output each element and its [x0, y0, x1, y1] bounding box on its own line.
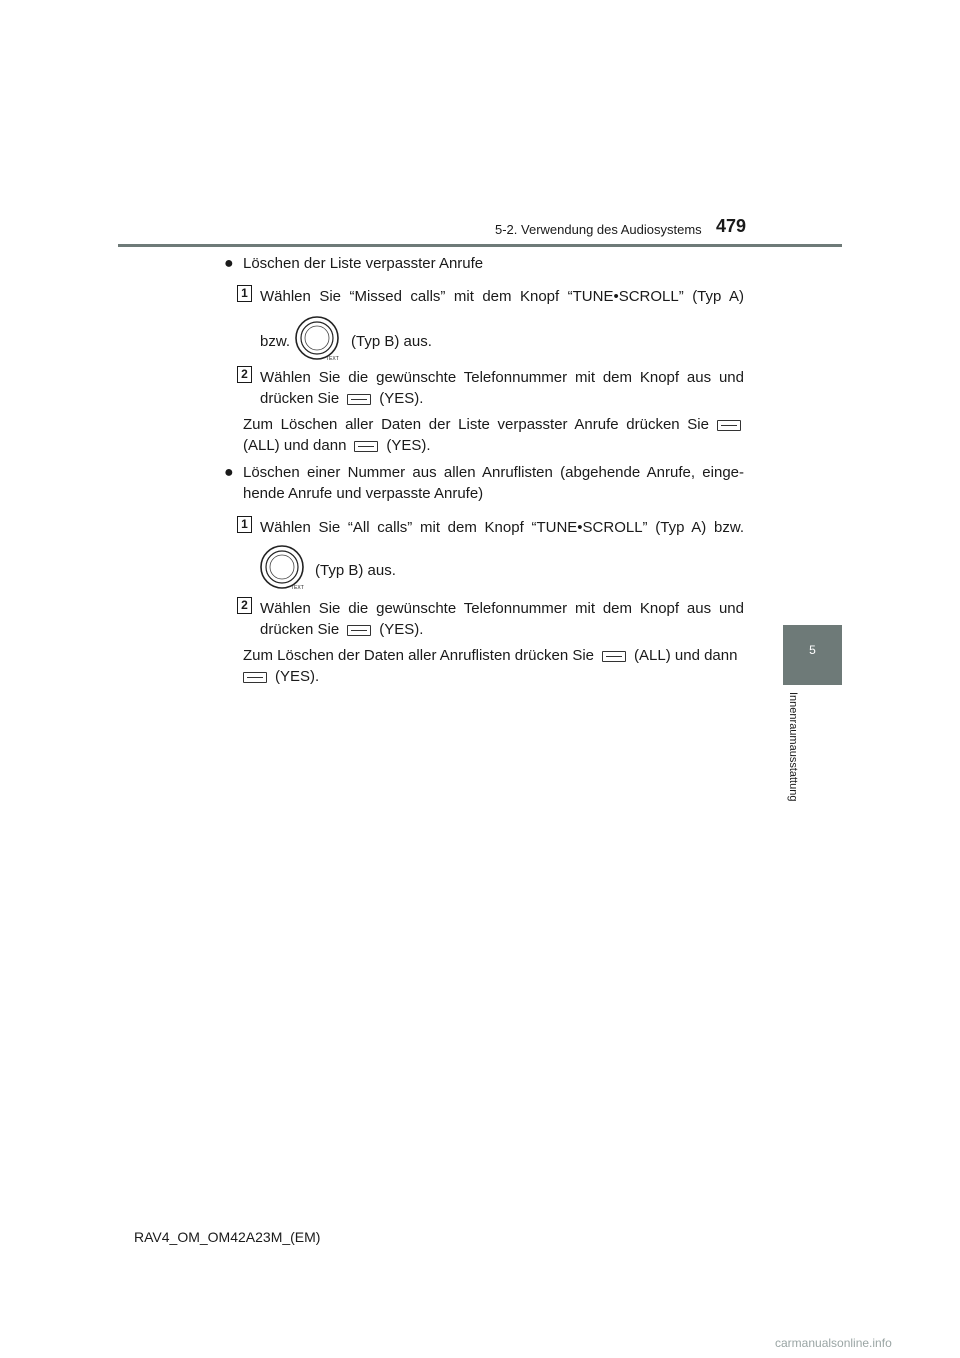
button-icon: [347, 625, 371, 636]
section2-step1-text: Wählen Sie “All calls” mit dem Knopf “TUNE•SCROLL” (Typ A) bzw.: [260, 519, 744, 536]
section2-step2-pre: drücken Sie: [260, 621, 340, 638]
chapter-tab: [783, 625, 842, 685]
section1-title: Löschen der Liste verpasster Anrufe: [243, 255, 484, 272]
button-icon: [717, 420, 741, 431]
step-number-2: 2: [237, 366, 252, 383]
document-code: RAV4_OM_OM42A23M_(EM): [134, 1229, 321, 1245]
bullet-icon: ●: [224, 464, 234, 481]
section2-title-line2: hende Anrufe und verpasste Anrufe): [243, 485, 484, 502]
section1-step1-bzw: bzw.: [260, 333, 291, 350]
section1-step2-pre: drücken Sie: [260, 390, 340, 407]
section1-step2-text: Wählen Sie die gewünschte Telefonnummer mit dem Knopf aus und: [260, 369, 744, 386]
button-icon: [354, 441, 378, 452]
step-number-1: 1: [237, 516, 252, 533]
chapter-number: 5: [809, 643, 816, 657]
section2-step2-post: (YES).: [379, 621, 424, 638]
section1-step1-text: Wählen Sie “Missed calls” mit dem Knopf “TUNE•SCROLL” (Typ A): [260, 288, 744, 305]
tune-knob-icon: [260, 543, 310, 591]
section2-step1-typb: (Typ B) aus.: [315, 562, 396, 579]
section2-title-line1: Löschen einer Nummer aus allen Anruflisten (abgehende Anrufe, einge-: [243, 464, 744, 481]
header-divider: [118, 244, 842, 247]
watermark: carmanualsonline.info: [775, 1336, 892, 1350]
section2-note-mid: (ALL) und dann: [634, 647, 738, 664]
section-title: 5-2. Verwendung des Audiosystems: [495, 222, 702, 237]
knob-text-label: TEXT: [326, 356, 339, 362]
knob-text-label: TEXT: [291, 585, 304, 591]
button-icon: [347, 394, 371, 405]
section1-note-line1: Zum Löschen aller Daten der Liste verpasster Anrufe drücken Sie: [243, 416, 709, 433]
button-icon: [243, 672, 267, 683]
tune-knob-icon: [295, 314, 345, 362]
section2-note-pre: Zum Löschen der Daten aller Anruflisten drücken Sie: [243, 647, 595, 664]
section2-note-post: (YES).: [275, 668, 320, 685]
section2-step2-text: Wählen Sie die gewünschte Telefonnummer mit dem Knopf aus und: [260, 600, 744, 617]
section1-step1-typb: (Typ B) aus.: [351, 333, 432, 350]
page-number: 479: [716, 216, 747, 236]
step-number-1: 1: [237, 285, 252, 302]
step-number-2: 2: [237, 597, 252, 614]
chapter-label: Innenraumausstattung: [787, 692, 799, 802]
section1-note-post: (YES).: [386, 437, 431, 454]
section1-note-pre: (ALL) und dann: [243, 437, 347, 454]
button-icon: [602, 651, 626, 662]
bullet-icon: ●: [224, 255, 234, 272]
section1-step2-post: (YES).: [379, 390, 424, 407]
